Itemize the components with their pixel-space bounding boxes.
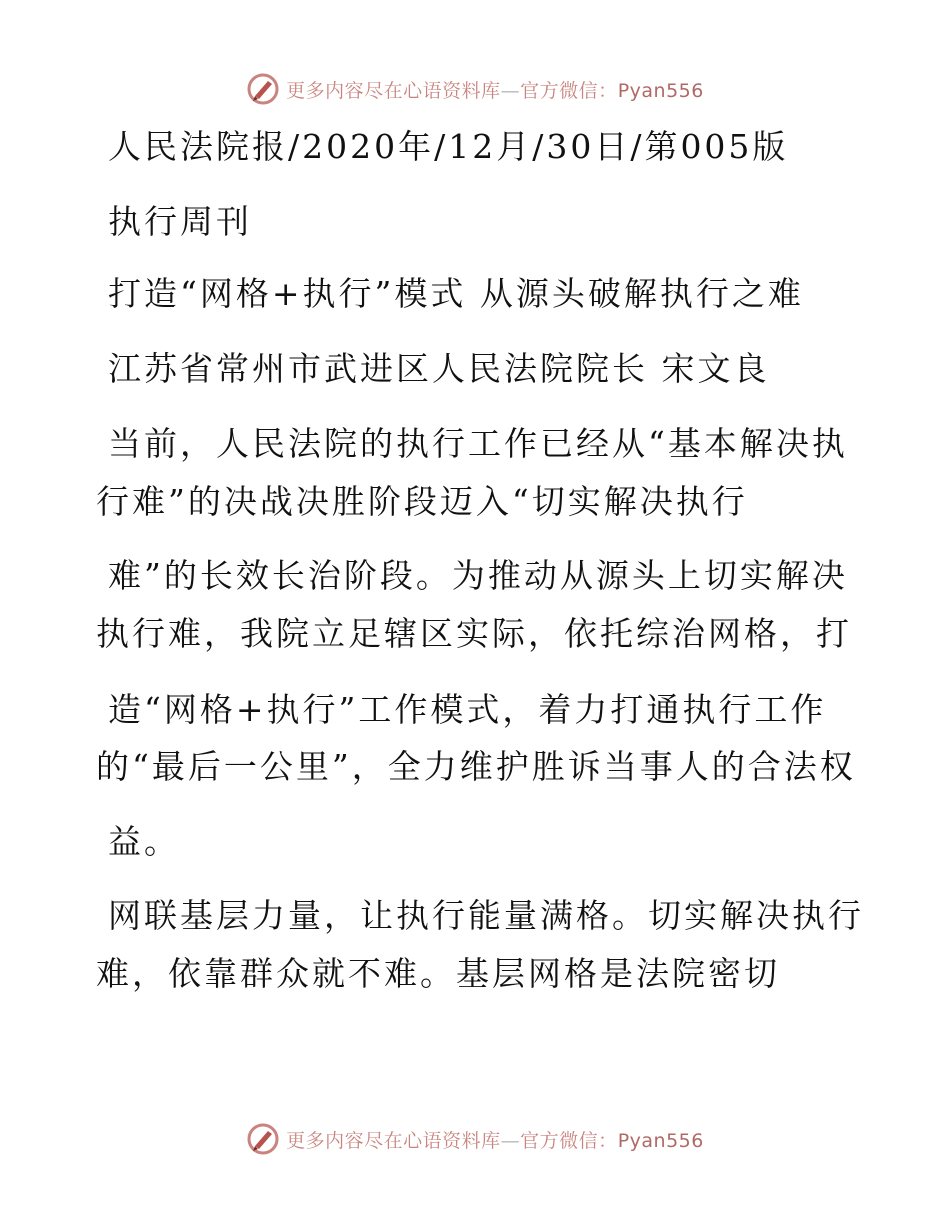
paragraph-line: 执行难，我院立足辖区实际，依托综治网格，打 — [96, 614, 852, 653]
footer-watermark — [0, 1122, 950, 1156]
paragraph-line: 难，依靠群众就不难。基层网格是法院密切 — [96, 954, 780, 993]
paragraph-line: 行难”的决战决胜阶段迈入“切实解决执行 — [96, 482, 748, 521]
publication-line: 人民法院报/2020年/12月/30日/第005版 — [108, 127, 789, 166]
watermark-text: 更多内容尽在心语资料库—官方微信：Pyan556 — [286, 1129, 704, 1152]
pen-seal-icon — [246, 72, 280, 106]
paragraph-line: 难”的长效长治阶段。为推动从源头上切实解决 — [108, 556, 848, 595]
paragraph-line: 网联基层力量，让执行能量满格。切实解决执行 — [108, 896, 864, 935]
paragraph-line: 益。 — [108, 822, 180, 861]
paragraph-line: 的“最后一公里”，全力维护胜诉当事人的合法权 — [96, 747, 856, 786]
pen-seal-icon — [246, 1122, 280, 1156]
article-title: 打造“网格+执行”模式 从源头破解执行之难 — [108, 274, 804, 313]
section-title: 执行周刊 — [108, 202, 252, 241]
paragraph-line: 当前，人民法院的执行工作已经从“基本解决执 — [108, 424, 848, 463]
header-watermark — [0, 72, 950, 106]
paragraph-line: 造“网格+执行”工作模式，着力打通执行工作 — [108, 690, 827, 729]
author-line: 江苏省常州市武进区人民法院院长 宋文良 — [108, 349, 770, 388]
watermark-text: 更多内容尽在心语资料库—官方微信：Pyan556 — [286, 79, 704, 102]
